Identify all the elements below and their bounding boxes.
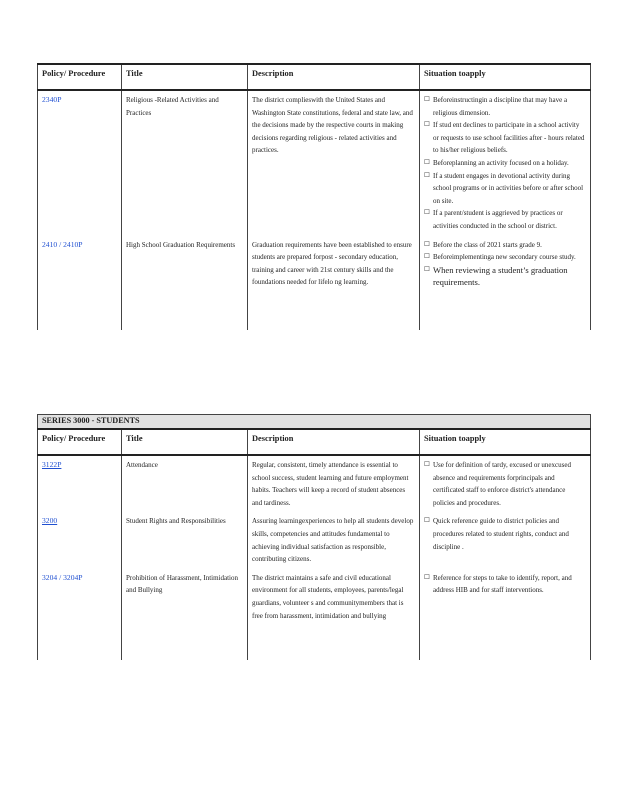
bullet-box-icon: ☐ [424,461,430,468]
bullet-box-icon: ☐ [424,517,430,525]
header-policy: Policy/ Procedure [38,429,122,455]
table-row [38,569,591,660]
bullet-box-icon: ☐ [424,209,430,217]
bullet-box-icon: ☐ [424,121,430,129]
policy-table-2000 [37,63,591,330]
policy-description: The district maintains a safe and civil educational environment for all students, employees, parents/legal guardians, volunteer s and communitymembers that is free from harassment, intimidation and bullying [248,569,420,660]
policy-title: Attendance [122,455,248,512]
policy-description: Assuring learningexperiences to help all students develop skills, competencies and attitudes fundamental to achieving individual satisfaction as responsible, contributing citizens. [248,512,420,568]
situation-list [420,569,591,660]
policy-link-3200[interactable]: 3200 [42,516,58,526]
bullet-box-icon: ☐ [424,265,430,273]
situation-list [420,236,591,330]
policy-table-3000 [37,414,591,660]
header-description: Description [248,64,420,90]
bullet-box-icon: ☐ [424,96,430,103]
list-item: ☐ Beforeplanning an activity focused on a holiday. [424,157,586,170]
bullet-box-icon: ☐ [424,158,430,166]
policy-description: The district complieswith the United States and Washington State constitutions, federal and state law, and the decisions made by the respective courts in making decisions regarding religious - related activities and practices. [248,90,420,236]
policy-title: Prohibition of Harassment, Intimidation and Bullying [122,569,248,660]
policy-link-2340p[interactable]: 2340P [42,95,62,104]
list-item: ☐ If stud ent declines to participate in a school activity or requests to use school facilities after - hours related to his/her religious beliefs. [424,119,586,157]
table-header-row [38,429,591,455]
policy-link-3122p[interactable]: 3122P [42,460,62,469]
series-label: SERIES 3000 - STUDENTS [38,415,591,430]
header-description: Description [248,429,420,455]
list-item: ☐ Before the class of 2021 starts grade 9. [424,239,586,252]
policy-title: Religious -Related Activities and Practices [122,90,248,236]
situation-list [420,512,591,568]
policy-link-2410[interactable]: 2410 / 2410P [42,239,83,249]
table-row [38,236,591,330]
policy-title: High School Graduation Requirements [122,236,248,330]
header-situation: Situation toapply [420,429,591,455]
table-row [38,512,591,568]
table-header-row [38,64,591,90]
list-item: ☐ When reviewing a student’s graduation requirements. [424,264,568,288]
bullet-box-icon: ☐ [424,253,430,261]
table-row [38,90,591,236]
situation-list [420,455,591,512]
list-item: ☐ Beforeimplementinga new secondary course study. [424,251,586,264]
bullet-box-icon: ☐ [424,573,430,581]
header-title: Title [122,429,248,455]
policy-title: Student Rights and Responsibilities [122,512,248,568]
list-item: ☐ Reference for steps to take to identify, report, and address HIB and for staff interventions. [424,572,586,597]
bullet-box-icon: ☐ [424,240,430,248]
series-header-row [38,415,591,430]
policy-link-3204[interactable]: 3204 / 3204P [42,572,83,582]
situation-list [420,90,591,236]
list-item: ☐ If a parent/student is aggrieved by practices or activities conducted in the school or district. [424,207,586,232]
header-policy: Policy/ Procedure [38,64,122,90]
policy-description: Graduation requirements have been established to ensure students are prepared forpost - secondary education, training and career with 21st century skills and the foundations needed for lifelo ng learning. [248,236,420,330]
list-item: ☐ Quick reference guide to district policies and procedures related to student rights, conduct and discipline . [424,515,586,553]
header-title: Title [122,64,248,90]
list-item: ☐ If a student engages in devotional activity during school programs or in activities before or after school on site. [424,170,586,208]
list-item: ☐ Use for definition of tardy, excused or unexcused absence and requirements forprincipals and certificated staff to enforce district's attendance policies and procedures. [424,459,586,509]
header-situation: Situation toapply [420,64,591,90]
list-item: ☐ Beforeinstructingin a discipline that may have a religious dimension. [424,94,586,119]
table-row [38,455,591,512]
policy-description: Regular, consistent, timely attendance is essential to school success, student learning and future employment habits. Teachers will keep a record of student absences and tardiness. [248,455,420,512]
bullet-box-icon: ☐ [424,171,430,179]
